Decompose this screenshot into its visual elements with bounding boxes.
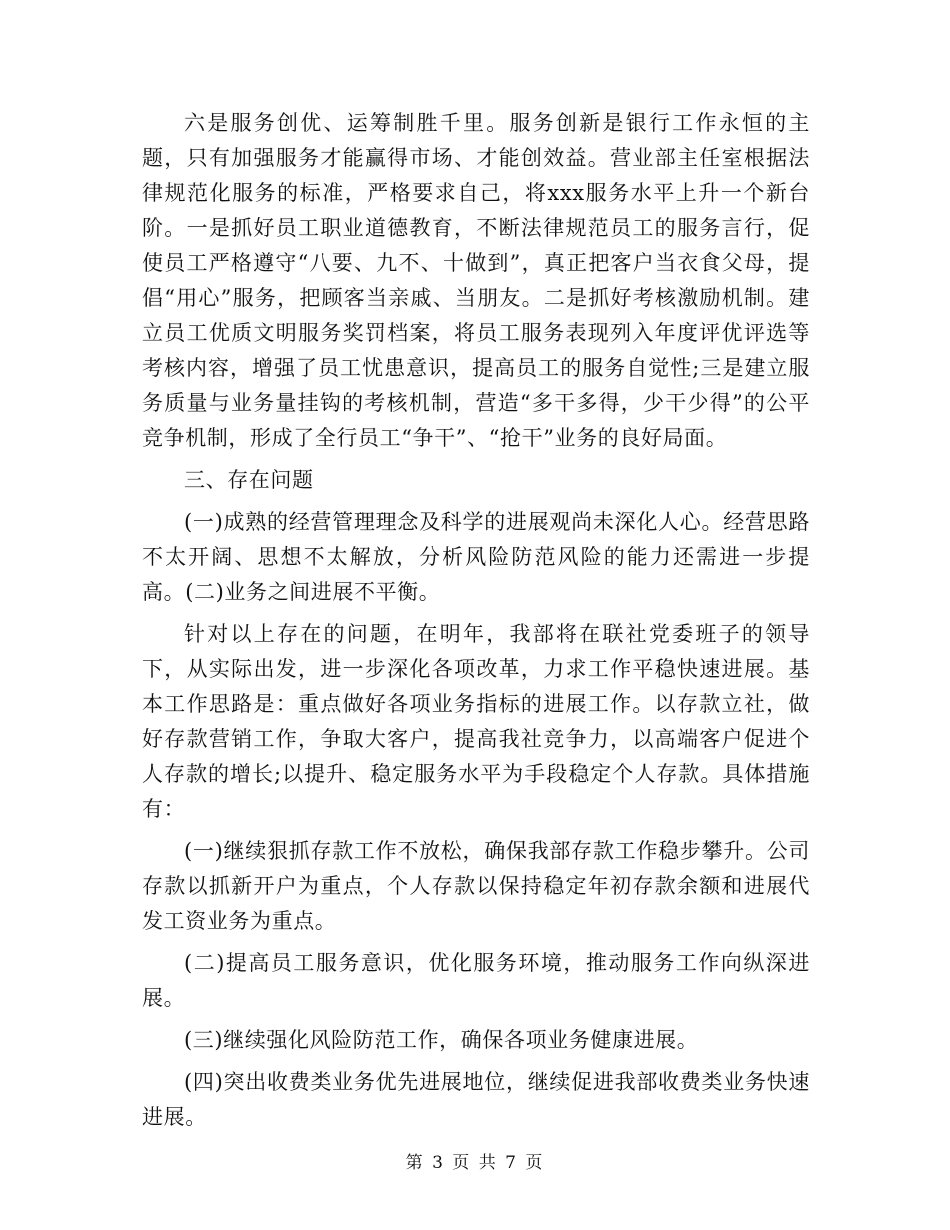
paragraph-service-innovation: 六是服务创优、运筹制胜千里。服务创新是银行工作永恒的主题，只有加强服务才能赢得市场、才能创效益。营业部主任室根据法律规范化服务的标准，严格要求自己，将xxx服务水平上升一个新台阶。一是抓好员工职业道德教育，不断法律规范员工的服务言行，促使员工严格遵守“八要、九不、十做到”，真正把客户当衣食父母，提倡“用心”服务，把顾客当亲戚、当朋友。二是抓好考核激励机制。建立员工优质文明服务奖罚档案，将员工服务表现列入年度评优评选等考核内容，增强了员工忧患意识，提高员工的服务自觉性;三是建立服务质量与业务量挂钩的考核机制，营造“多干多得，少干少得”的公平竞争机制，形成了全行员工“争干”、“抢干”业务的良好局面。 [142, 111, 810, 450]
page-number-footer: 第 3 页 共 7 页 [405, 1153, 545, 1173]
document-body [142, 106, 810, 1142]
paragraph-measure-4: (四)突出收费类业务优先进展地位，继续促进我部收费类业务快速进展。 [142, 1070, 810, 1129]
paragraph-work-plan: 针对以上存在的问题，在明年，我部将在联社党委班子的领导下，从实际出发，进一步深化各项改革，力求工作平稳快速进展。基本工作思路是：重点做好各项业务指标的进展工作。以存款立社，做好存款营销工作，争取大客户，提高我社竞争力，以高端客户促进个人存款的增长;以提升、稳定服务水平为手段稳定个人存款。具体措施有： [142, 622, 810, 821]
paragraph-measure-3: (三)继续强化风险防范工作，确保各项业务健康进展。 [184, 1028, 699, 1052]
paragraph-measure-2: (二)提高员工服务意识，优化服务环境，推动服务工作向纵深进展。 [142, 951, 810, 1010]
paragraph-problems: (一)成熟的经营管理理念及科学的进展观尚未深化人心。经营思路不太开阔、思想不太解放，分析风险防范风险的能力还需进一步提高。(二)业务之间进展不平衡。 [142, 510, 810, 604]
paragraph-measure-1: (一)继续狠抓存款工作不放松，确保我部存款工作稳步攀升。公司存款以抓新开户为重点，个人存款以保持稳定年初存款余额和进展代发工资业务为重点。 [142, 839, 810, 933]
section-heading-existing-problems: 三、存在问题 [184, 468, 314, 492]
